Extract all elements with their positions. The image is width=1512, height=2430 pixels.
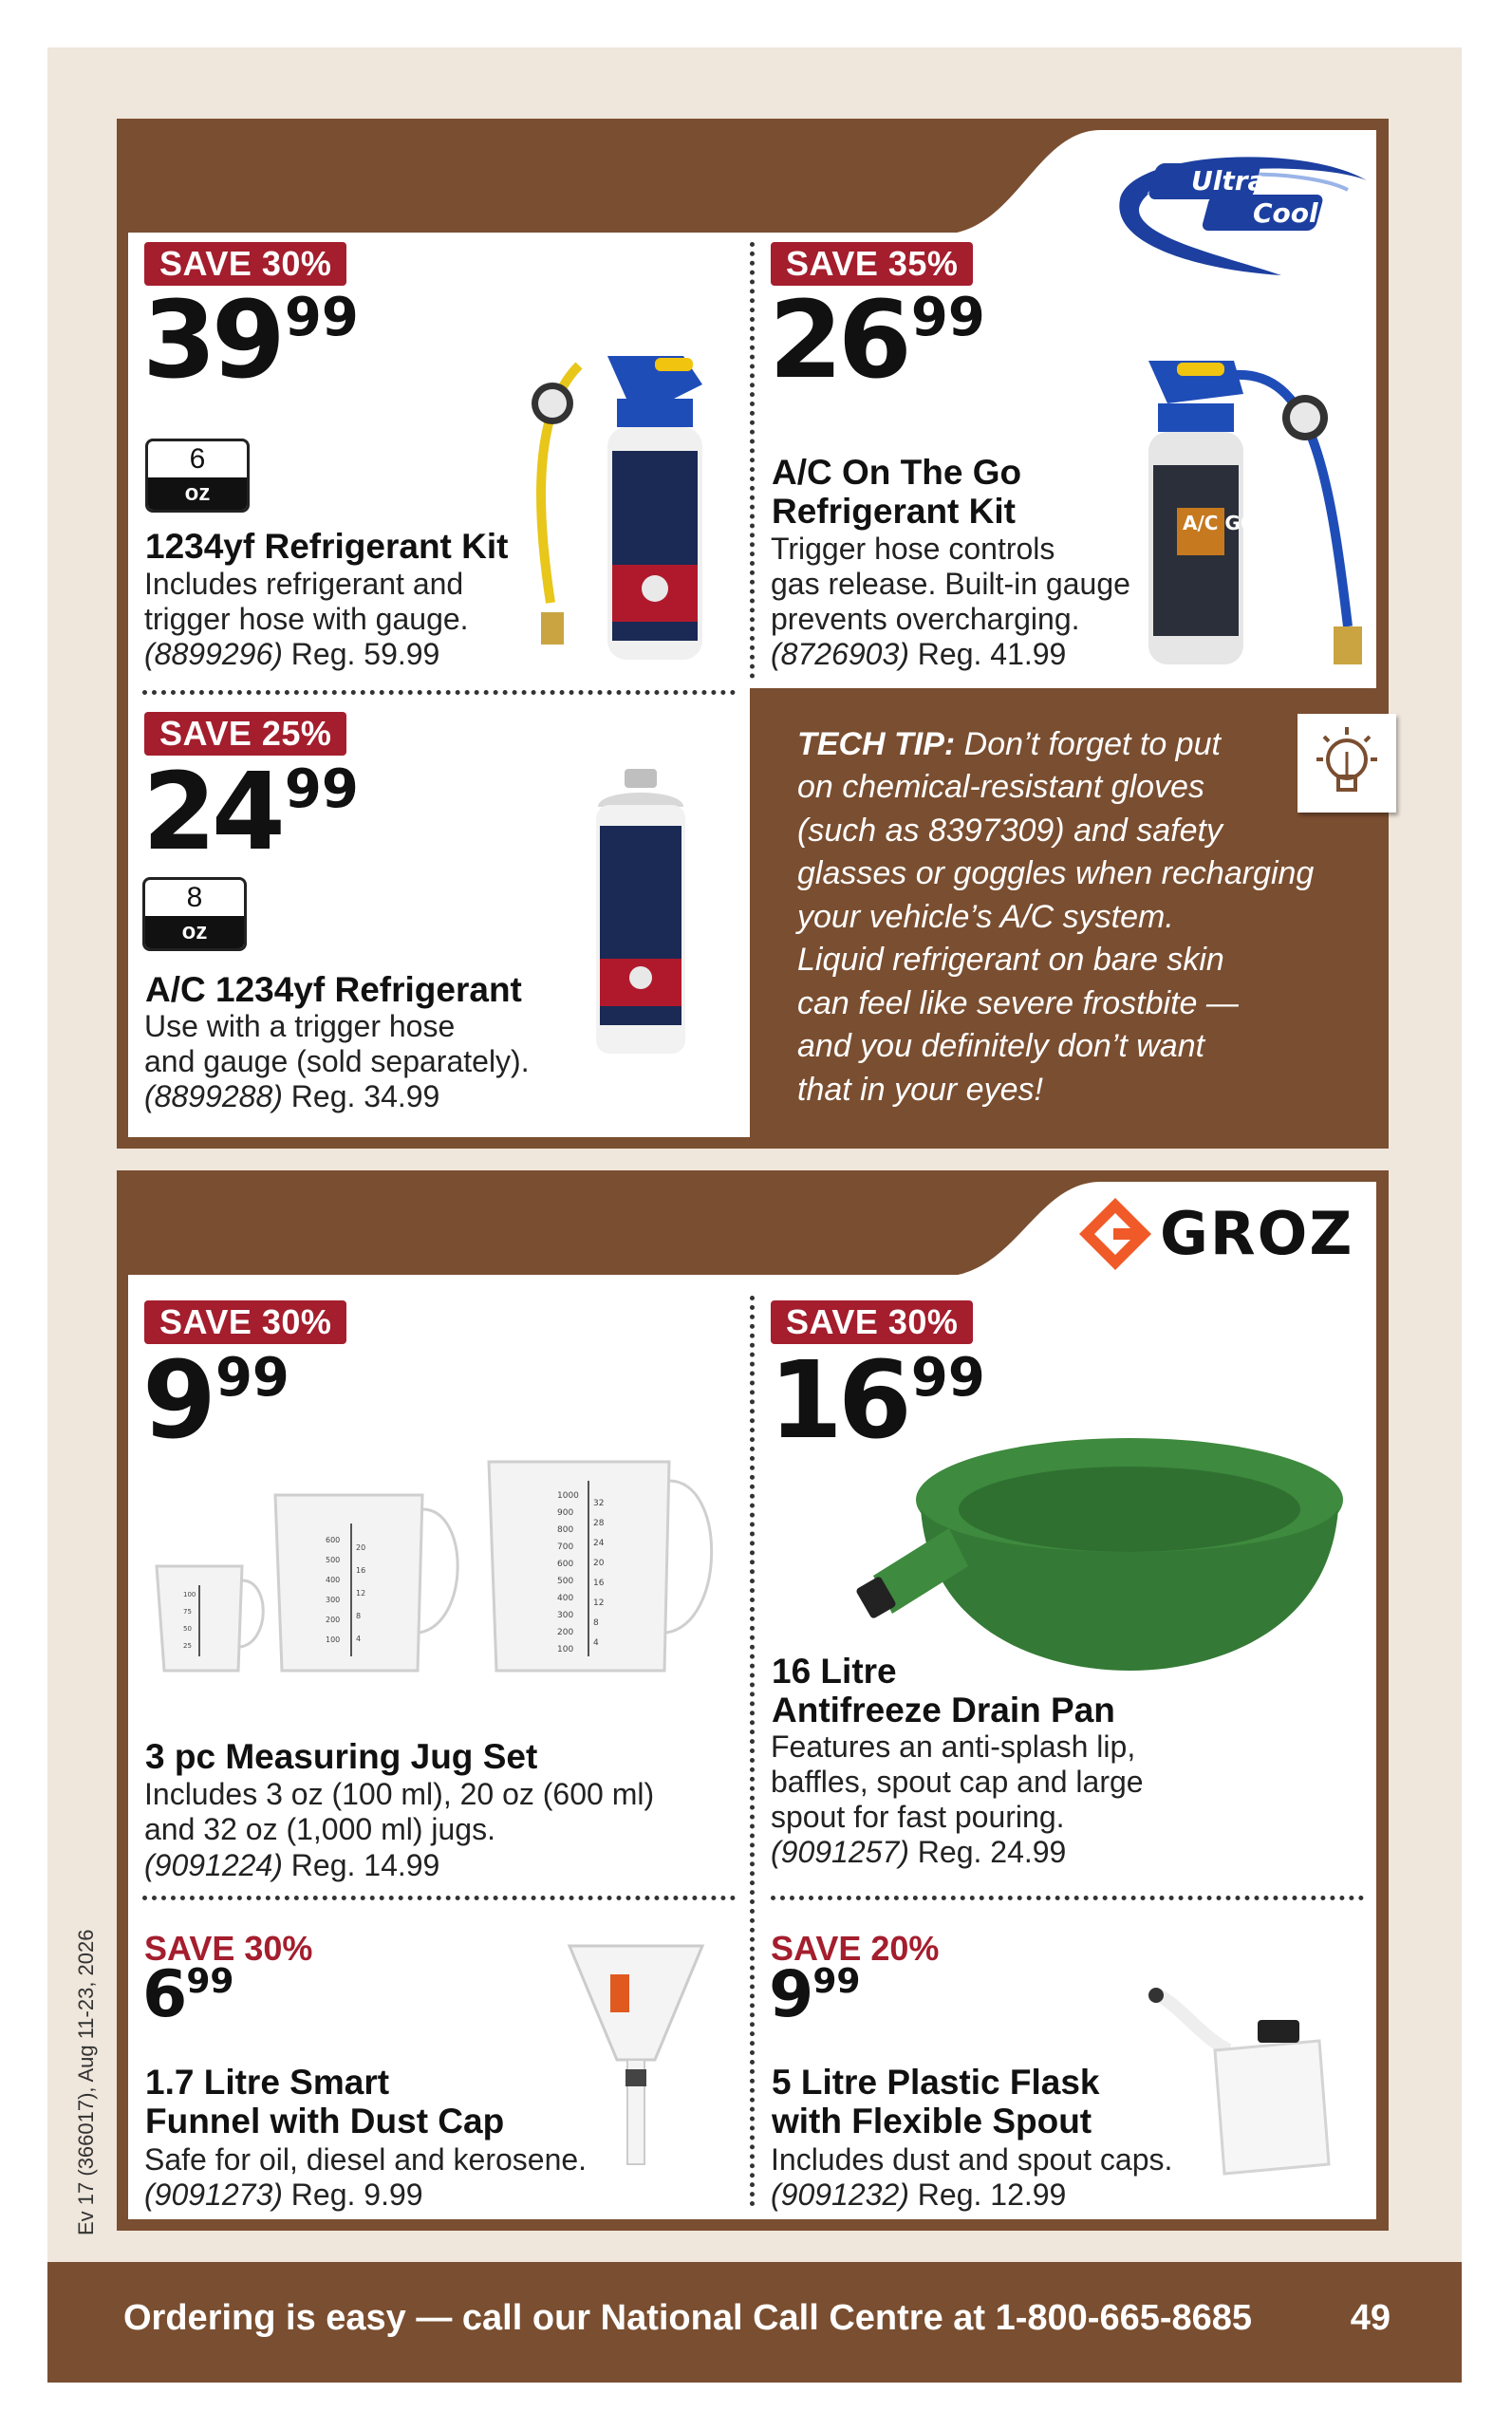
product-ref: (8899288) Reg. 34.99 — [144, 1079, 440, 1113]
large-jug-oz-mark: 12 — [593, 1598, 605, 1608]
measuring-jugs-image — [147, 1452, 736, 1690]
mid-jug-oz-mark: 16 — [356, 1566, 366, 1575]
tech-tip-line: and you definitely don’t want — [797, 1028, 1205, 1064]
refrigerant-can-image — [588, 769, 693, 1063]
size-badge: 8 oz — [142, 877, 247, 951]
large-jug-oz-mark: 8 — [593, 1618, 599, 1628]
product-title: Funnel with Dust Cap — [145, 2102, 505, 2140]
product-desc-line: gas release. Built-in gauge — [771, 567, 1130, 601]
horizontal-divider — [142, 690, 736, 695]
product-title: A/C On The Go — [772, 453, 1022, 492]
product-desc-line: Safe for oil, diesel and kerosene. — [144, 2142, 588, 2177]
footer-call-centre: Ordering is easy — call our National Call Centre at 1-800-665-8685 — [123, 2298, 1253, 2338]
mid-jug-ml-mark: 400 — [326, 1576, 341, 1584]
product-desc-line: Includes refrigerant and — [144, 567, 464, 601]
save-label: SAVE 30% — [144, 1929, 313, 1968]
vertical-divider — [750, 1296, 755, 2207]
product-title: Refrigerant Kit — [772, 492, 1016, 531]
size-badge: 6 oz — [145, 439, 250, 513]
tech-tip-line: can feel like severe frostbite — — [797, 985, 1239, 1021]
ac-on-the-go-image — [1129, 351, 1376, 674]
large-jug-ml-mark: 400 — [557, 1594, 574, 1603]
horizontal-divider — [771, 1896, 1364, 1900]
save-badge: SAVE 30% — [771, 1300, 973, 1344]
mid-jug-oz-mark: 8 — [356, 1612, 362, 1620]
large-jug-ml-mark: 1000 — [557, 1491, 579, 1501]
mid-jug-ml-mark: 300 — [326, 1596, 341, 1604]
tech-tip-line: your vehicle’s A/C system. — [797, 899, 1174, 935]
product-title: with Flexible Spout — [772, 2102, 1092, 2140]
price: 3999 — [142, 279, 359, 402]
product-ref: (8899296) Reg. 59.99 — [144, 637, 440, 671]
large-jug-ml-mark: 200 — [557, 1628, 574, 1637]
large-jug-ml-mark: 600 — [557, 1560, 574, 1569]
small-jug-ml-mark: 50 — [183, 1625, 192, 1633]
product-title: 5 Litre Plastic Flask — [772, 2063, 1100, 2102]
tech-tip-line: that in your eyes! — [797, 1072, 1043, 1108]
lightbulb-icon — [1297, 714, 1396, 813]
product-desc-line: and 32 oz (1,000 ml) jugs. — [144, 1812, 495, 1846]
funnel-image — [565, 1936, 707, 2174]
large-jug-ml-mark: 700 — [557, 1542, 574, 1552]
product-desc-line: trigger hose with gauge. — [144, 602, 469, 636]
large-jug-oz-mark: 16 — [593, 1579, 605, 1588]
ultra-cool-logo — [1111, 142, 1376, 285]
save-badge: SAVE 30% — [144, 1300, 346, 1344]
large-jug-oz-mark: 28 — [593, 1519, 605, 1528]
tech-tip-line: on chemical-resistant gloves — [797, 769, 1204, 805]
large-jug-oz-mark: 24 — [593, 1539, 605, 1548]
page-number: 49 — [1350, 2298, 1391, 2338]
mid-jug-ml-mark: 600 — [326, 1536, 341, 1544]
large-jug-oz-mark: 20 — [593, 1559, 605, 1568]
mid-jug-oz-mark: 4 — [356, 1635, 362, 1643]
product-title: 16 Litre — [772, 1652, 897, 1691]
product-desc-line: baffles, spout cap and large — [771, 1765, 1144, 1799]
mid-jug-ml-mark: 100 — [326, 1636, 341, 1644]
mid-jug-ml-mark: 200 — [326, 1616, 341, 1624]
product-desc-line: Features an anti-splash lip, — [771, 1729, 1136, 1764]
tech-tip-line: Liquid refrigerant on bare skin — [797, 942, 1224, 978]
product-desc-line: spout for fast pouring. — [771, 1800, 1065, 1834]
product-title: A/C 1234yf Refrigerant — [145, 970, 522, 1009]
large-jug-ml-mark: 800 — [557, 1525, 574, 1535]
product-title: 3 pc Measuring Jug Set — [145, 1737, 538, 1776]
large-jug-ml-mark: 300 — [557, 1611, 574, 1620]
mid-jug-oz-mark: 20 — [356, 1543, 366, 1552]
small-jug-ml-mark: 75 — [183, 1608, 192, 1616]
logo-ultra: Ultra — [1191, 165, 1266, 196]
refrigerant-kit-image — [513, 346, 721, 669]
large-jug-ml-mark: 500 — [557, 1577, 574, 1586]
price: 999 — [769, 1957, 861, 2032]
tech-tip-line: glasses or goggles when recharging — [797, 855, 1315, 891]
logo-cool: Cool — [1253, 197, 1318, 229]
large-jug-ml-mark: 900 — [557, 1508, 574, 1518]
product-title: 1234yf Refrigerant Kit — [145, 527, 509, 566]
price: 1699 — [769, 1339, 985, 1463]
price: 2499 — [142, 751, 359, 874]
product-ref: (9091224) Reg. 14.99 — [144, 1848, 440, 1882]
price: 2699 — [769, 279, 985, 402]
drain-pan-image — [854, 1424, 1348, 1690]
product-title: 1.7 Litre Smart — [145, 2063, 390, 2102]
save-badge: SAVE 25% — [144, 712, 346, 756]
save-badge: SAVE 30% — [144, 242, 346, 286]
large-jug-oz-mark: 32 — [593, 1499, 605, 1508]
save-badge: SAVE 35% — [771, 242, 973, 286]
mid-jug-ml-mark: 500 — [326, 1556, 341, 1564]
groz-logo-text: GROZ — [1160, 1199, 1354, 1268]
product-ref: (9091232) Reg. 12.99 — [771, 2178, 1067, 2212]
product-desc-line: and gauge (sold separately). — [144, 1044, 530, 1078]
vertical-divider — [750, 242, 755, 679]
mid-jug-oz-mark: 12 — [356, 1589, 366, 1598]
small-jug-ml-mark: 100 — [183, 1591, 196, 1598]
price: 999 — [142, 1339, 289, 1463]
product-desc-line: Trigger hose controls — [771, 532, 1055, 566]
footer-bar — [47, 2262, 1462, 2383]
tech-tip-line: TECH TIP: Don’t forget to put — [797, 726, 1221, 762]
price: 699 — [142, 1957, 234, 2032]
save-label: SAVE 20% — [771, 1929, 940, 1968]
product-desc-line: Includes 3 oz (100 ml), 20 oz (600 ml) — [144, 1777, 655, 1811]
product-ref: (9091273) Reg. 9.99 — [144, 2178, 423, 2212]
product-title: Antifreeze Drain Pan — [772, 1691, 1115, 1729]
event-code: Ev 17 (366017), Aug 11-23, 2026 — [74, 1929, 98, 2235]
product-desc-line: prevents overcharging. — [771, 602, 1080, 636]
product-desc-line: Use with a trigger hose — [144, 1009, 456, 1043]
small-jug-ml-mark: 25 — [183, 1642, 192, 1650]
product-ref: (8726903) Reg. 41.99 — [771, 637, 1067, 671]
can-acgo-text: A/C GO — [1183, 512, 1257, 534]
large-jug-ml-mark: 100 — [557, 1645, 574, 1654]
large-jug-oz-mark: 4 — [593, 1638, 599, 1648]
product-desc-line: Includes dust and spout caps. — [771, 2142, 1173, 2177]
tech-tip-line: (such as 8397309) and safety — [797, 813, 1223, 849]
horizontal-divider — [142, 1896, 736, 1900]
product-ref: (9091257) Reg. 24.99 — [771, 1835, 1067, 1869]
